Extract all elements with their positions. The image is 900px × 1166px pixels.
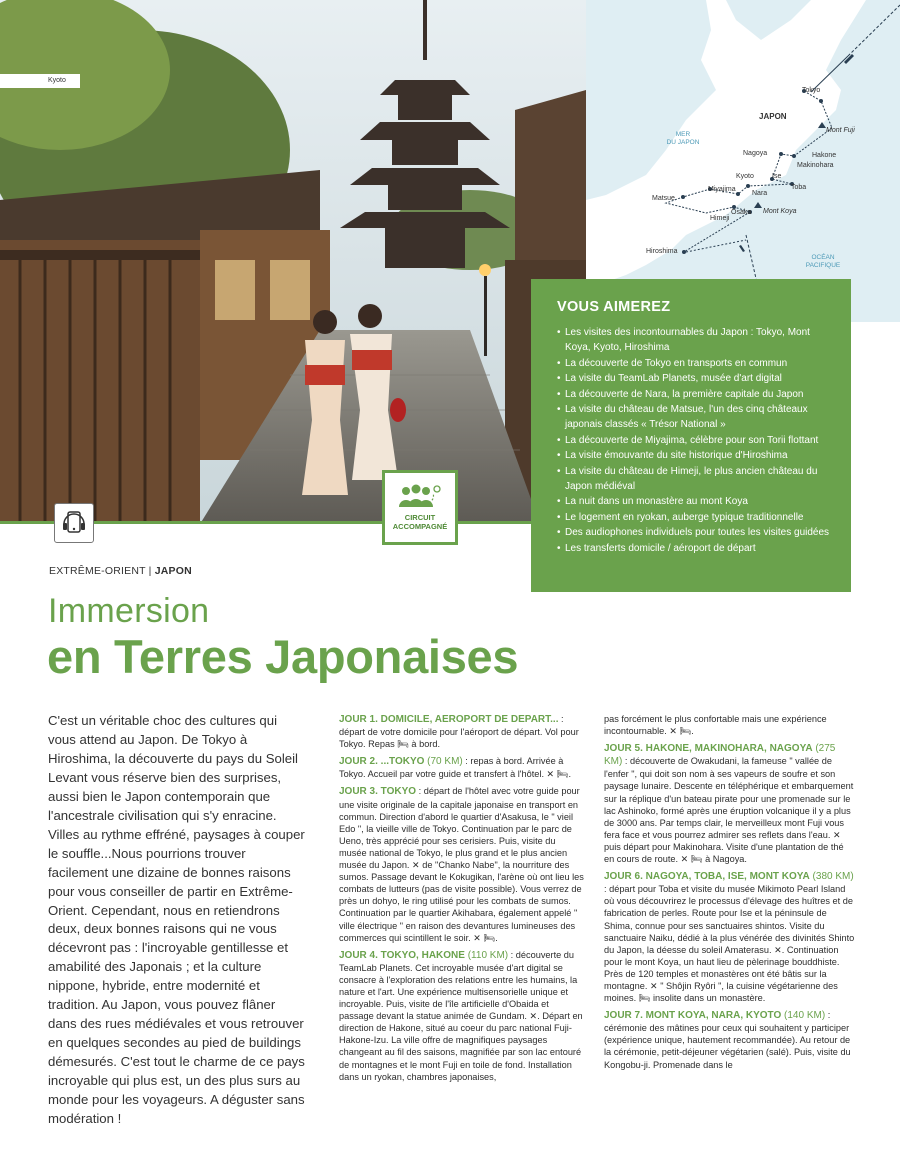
map-country-label: JAPON [759,112,787,121]
day-entry [339,713,585,750]
hero-photo [0,0,586,524]
program-column-1 [339,713,585,1088]
day-title: JOUR 2. ...TOKYO (70 KM) [339,756,463,768]
highlights-box [531,279,851,592]
photo-caption: Kyoto [0,74,80,88]
breadcrumb [49,565,192,577]
program-column-2 [604,713,856,1076]
day-text: : cérémonie des mâtines pour ceux qui souhaitent y participer (expérience unique, hautement recommandée). Au retour de la cérémonie, petit-déjeuner végétarien (salé). Puis, visite du Kongobu-ji. Promenade dans le [604,1010,851,1070]
highlights-list [557,325,833,556]
map-city-mont-koya: Mont Koya [763,208,797,215]
day-text: : repas à bord. Arrivée à Tokyo. Accueil par votre guide et transfert à l'hôtel. ✕ 🛏. [339,756,572,780]
highlights-title: VOUS AIMEREZ [557,299,671,315]
day-text: : départ de votre domicile pour l'aéroport de départ. Vol pour Tokyo. Repas 🛏 à bord. [339,714,579,750]
list-item: • La découverte de Tokyo en transports en commun [557,356,833,371]
map-city-makinohara: Makinohara [797,162,834,169]
list-item: • La découverte de Nara, la première capitale du Japon [557,387,833,402]
day-entry [604,713,856,737]
list-item: • La visite du château de Himeji, le plus ancien château du Japon médiéval [557,464,833,495]
page-title-line1: Immersion [48,592,210,630]
map-city-himeji: Himeji [710,215,730,222]
day-text: : découverte du TeamLab Planets. Cet incroyable musée d'art digital se consacre à l'exploration des relations entre les humains, la nature et l'art. Une expérience multisensorielle unique et incroyable. Puis, visite de l'île artificielle d'Obaida et passage devant la statue animée de Gundam. ✕. Départ en direction de Hakone, situé au coeur du parc national Fuji-Hakone-Izu. La ville offre de magnifiques paysages changeant au fil des saisons, magnifiée par son lac entouré de montagnes et le mont Fuji en toile de fond. Installation dans un ryokan, chambres japonaises, [339,949,583,1082]
day-entry [339,949,585,1083]
breadcrumb-separator: | [148,565,152,577]
day-title: JOUR 4. TOKYO, HAKONE (110 KM) [339,949,509,961]
list-item: • Les visites des incontournables du Japon : Tokyo, Mont Koya, Kyoto, Hiroshima [557,325,833,356]
kyoto-street-illustration [0,0,586,524]
breadcrumb-region: EXTRÊME-ORIENT [49,565,146,577]
day-title: JOUR 7. MONT KOYA, NARA, KYOTO (140 KM) [604,1010,826,1022]
list-item: • La nuit dans un monastère au mont Koya [557,494,833,509]
intro-paragraph: C'est un véritable choc des cultures qui vous attend au Japon. De Tokyo à Hiroshima, la découverte du pays du Soleil Levant vous réserve bien des surprises, aussi bien le Japon contemporain que l'ancestrale civilisation qui s'y enracine. Villes au rythme effréné, paysages à couper le souffle...Nous pourrions trouver facilement une dizaine de bonnes raisons pour vous conseiller de partir en Extrême-Orient. Cependant, nous en retiendrons deux, deux bonnes raisons qui ne vous décevront pas : l'incroyable gentillesse et amabilité des Japonais ; et la culture nippone, hybride, entre modernité et tradition. Au Japon, vous pouvez flâner dans des rues médiévales et vous retrouver en quelques secondes au pied de buildings démesurés. C'est tout le charme de ce pays incroyable qui plus est, un des plus surs au monde pour les voyageurs. A déguster sans modération ! [48,713,305,1127]
map-city-matsue: Matsue [652,195,675,202]
list-item: • La visite du château de Matsue, l'un des cinq châteaux japonais classés « Trésor National » [557,402,833,433]
day-title: JOUR 5. HAKONE, MAKINOHARA, NAGOYA (275 KM) [604,743,836,768]
headset-icon [61,510,87,536]
list-item: • Les transferts domicile / aéroport de départ [557,541,833,556]
map-city-nara: Nara [752,190,768,197]
day-text: pas forcément le plus confortable mais une expérience incontournable. ✕ 🛏. [604,714,827,737]
map-city-hakone: Hakone [812,152,837,159]
day-title: JOUR 1. DOMICILE, AEROPORT DE DEPART... [339,714,559,725]
route-map [586,0,900,322]
map-city-hiroshima: Hiroshima [646,248,678,255]
list-item: • Le logement en ryokan, auberge typique traditionnelle [557,510,833,525]
badge-line1: CIRCUIT [404,513,436,522]
day-title: JOUR 6. NAGOYA, TOBA, ISE, MONT KOYA (380 KM) [604,871,854,883]
map-city-ise: Ise [772,173,782,180]
day-entry [339,755,585,780]
list-item: • Des audiophones individuels pour toutes les visites guidées [557,525,833,540]
day-entry [604,870,856,1004]
badge-line2: ACCOMPAGNÉ [392,522,448,531]
map-city-toba: Toba [791,184,807,191]
page-title-line2: en Terres Japonaises [47,630,519,683]
day-title: JOUR 3. TOKYO [339,786,417,798]
list-item: • La visite émouvante du site historique d'Hiroshima [557,448,833,463]
day-text: : départ pour Toba et visite du musée Mikimoto Pearl Island où vous découvrirez le processus d'élevage des huîtres et de fabrication de perles. Route pour Ise et la péninsule de Shima, connue pour ses sanctuaires shintos. Visite du sanctuaire Naiku, dédié à la plus vénérée des divinités Shinto du Japon, la déesse du soleil Amaterasu. ✕. Continuation pour le mont Koya, un haut lieu de pèlerinage bouddhiste. Près de 120 temples et monastères ont été bâtis sur la montagne. ✕ " Shôjin Ryôri ", la cuisine végétarienne des moines. 🛏 insolite dans un monastère. [604,884,855,1004]
day-entry [604,742,856,865]
list-item: • La découverte de Miyajima, célèbre pour son Torii flottant [557,433,833,448]
audiophone-icon [54,503,94,543]
japan-map-drawing [586,0,900,322]
breadcrumb-country: JAPON [154,565,192,577]
group-icon [397,483,443,509]
map-city-mont-fuji: Mont Fuji [826,127,855,134]
circuit-accompagne-badge [382,470,458,545]
map-city-miyajima: Miyajima [708,186,736,193]
map-ocean-label: OCÉAN PACIFIQUE [805,254,841,269]
list-item: • La visite du TeamLab Planets, musée d'art digital [557,371,833,386]
map-sea-label: MER DU JAPON [666,131,700,146]
map-city-osaka: Osaka [731,209,752,216]
day-text: : découverte de Owakudani, la fameuse " vallée de l'enfer ", qui doit son nom à ses vapeurs de soufre et son paysage lunaire. Descente en téléphérique et embarquement sur la réplique d'un bateau pirate pour une promenade sur le lac Ashinoko, formé après une éruption volcanique il y a plus de 3000 ans. Par temps clair, le merveilleux mont Fuji vous fera face et vous pourrez admirer ses reflets dans l'eau. ✕ puis départ pour Makinohara. Visite d'une plantation de thé en cours de route. ✕ 🛏 à Nagoya. [604,756,854,865]
day-entry [604,1009,856,1070]
map-city-kyoto: Kyoto [736,173,754,180]
day-text: : départ de l'hôtel avec votre guide pour une visite originale de la capitale japonaise en transport en commun. Direction d'abord le quartier d'Asakusa, le " vieil Edo ", la vieille ville de Tokyo. Continuation par le parc de Ueno, très apprécié pour ses cerisiers. Puis, visite du musée national de Tokyo, le plus grand et le plus ancien musée du Japon. ✕ de "Chanko Nabe", la nourriture des sumos. Passage devant le Kokugikan, l'arène où ont lieu les combats de lutteurs (pas de visite possible). Vous verrez de près un dohyo, le ring utilisé pour les combats de sumos. Continuation par le quartier Akihabara, également appelé " ville électrique " en raison des devantures lumineuses des commerces qui scintillent le soir. ✕ 🛏. [339,786,584,943]
map-city-tokyo: Tokyo [802,87,821,94]
day-entry [339,785,585,943]
map-city-nagoya: Nagoya [743,150,768,157]
